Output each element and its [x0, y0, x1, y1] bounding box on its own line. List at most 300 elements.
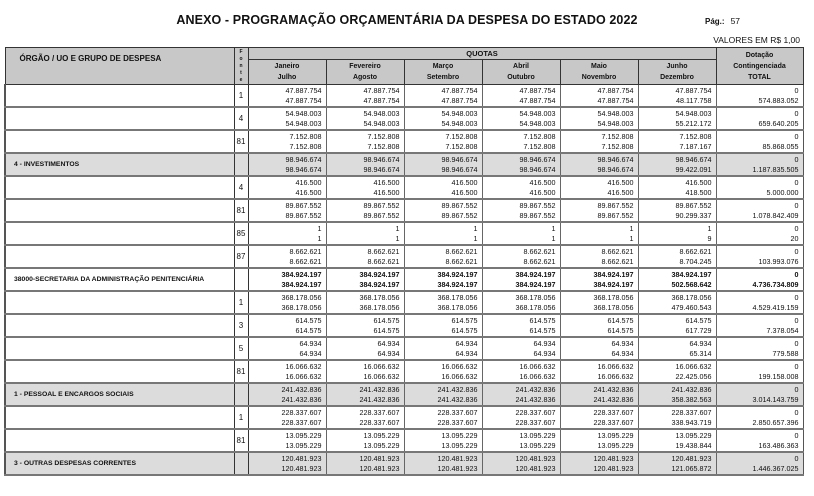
fonte-row	[5, 406, 803, 429]
value-bottom: 1	[473, 233, 478, 243]
value-top: 8.662.621	[679, 246, 712, 256]
quota-cell	[638, 429, 716, 452]
value-bottom: 54.948.003	[441, 118, 478, 128]
quota-cell	[404, 452, 482, 475]
fonte-row	[5, 176, 803, 199]
quota-cell	[326, 199, 404, 222]
value-top: 47.887.754	[675, 85, 712, 95]
value-bottom: 16.066.632	[363, 371, 400, 381]
value-top: 98.946.674	[285, 154, 322, 164]
value-top: 1	[395, 223, 400, 233]
section-row	[5, 268, 803, 291]
quota-cell	[638, 383, 716, 406]
value-bottom: 120.481.923	[281, 463, 322, 473]
value-top: 13.095.229	[285, 430, 322, 440]
report-title: ANEXO - PROGRAMAÇÃO ORÇAMENTÁRIA DA DESPESA DO ESTADO 2022	[176, 13, 638, 27]
value-top: 241.432.836	[671, 384, 712, 394]
fonte-code: 81	[234, 130, 248, 153]
value-top: 7.152.808	[445, 131, 478, 141]
fonte-letter: n	[239, 62, 243, 69]
fonte-code	[234, 268, 248, 291]
value-top: 13.095.229	[597, 430, 634, 440]
value-bottom: 64.934	[377, 348, 400, 358]
fonte-row	[5, 291, 803, 314]
quota-cell	[326, 314, 404, 337]
quota-cell	[404, 107, 482, 130]
fonte-code: 5	[234, 337, 248, 360]
fonte-letter: e	[239, 76, 243, 83]
value-bottom: 338.943.719	[671, 417, 712, 427]
value-bottom: 241.432.836	[593, 394, 634, 404]
value-bottom: 7.378.054	[766, 325, 799, 335]
month-bottom: Novembro	[581, 74, 617, 81]
value-top: 54.948.003	[285, 108, 322, 118]
quota-cell	[560, 406, 638, 429]
value-top: 98.946.674	[363, 154, 400, 164]
value-top: 1	[629, 223, 634, 233]
quota-cell	[404, 199, 482, 222]
value-bottom: 16.066.632	[285, 371, 322, 381]
fonte-letter: F	[239, 48, 243, 55]
quota-cell	[326, 130, 404, 153]
value-top: 13.095.229	[675, 430, 712, 440]
value-bottom: 368.178.056	[437, 302, 478, 312]
quota-cell	[482, 429, 560, 452]
quota-cell	[638, 245, 716, 268]
value-top: 384.924.197	[281, 269, 322, 279]
quota-cell	[248, 245, 326, 268]
value-bottom: 384.924.197	[437, 279, 478, 289]
month-bottom: Outubro	[507, 74, 535, 81]
value-bottom: 103.993.076	[758, 256, 799, 266]
quota-cell	[248, 199, 326, 222]
value-bottom: 64.934	[455, 348, 478, 358]
value-top: 228.337.607	[437, 407, 478, 417]
quota-cell	[248, 383, 326, 406]
value-bottom: 5.000.000	[766, 187, 799, 197]
value-bottom: 13.095.229	[363, 440, 400, 450]
value-top: 13.095.229	[519, 430, 556, 440]
value-top: 0	[794, 315, 799, 325]
value-bottom: 241.432.836	[515, 394, 556, 404]
quota-cell	[482, 406, 560, 429]
value-top: 0	[794, 292, 799, 302]
value-bottom: 384.924.197	[281, 279, 322, 289]
value-bottom: 64.934	[299, 348, 322, 358]
fonte-code	[234, 153, 248, 176]
value-bottom: 98.946.674	[363, 164, 400, 174]
value-top: 228.337.607	[281, 407, 322, 417]
value-top: 7.152.808	[679, 131, 712, 141]
value-top: 47.887.754	[519, 85, 556, 95]
dotacao-line: TOTAL	[748, 73, 771, 81]
value-bottom: 121.065.872	[671, 463, 712, 473]
group-row	[5, 452, 803, 475]
value-top: 0	[794, 177, 799, 187]
value-top: 89.867.552	[597, 200, 634, 210]
value-bottom: 64.934	[533, 348, 556, 358]
header-month	[248, 60, 326, 85]
quota-cell	[482, 452, 560, 475]
value-bottom: 54.948.003	[363, 118, 400, 128]
quota-cell	[404, 360, 482, 383]
value-bottom: 1	[551, 233, 556, 243]
value-bottom: 47.887.754	[285, 95, 322, 105]
value-top: 89.867.552	[441, 200, 478, 210]
quota-cell	[404, 85, 482, 108]
quota-cell	[560, 107, 638, 130]
quota-cell	[560, 360, 638, 383]
value-top: 614.575	[373, 315, 400, 325]
value-bottom: 98.946.674	[441, 164, 478, 174]
quota-cell	[248, 176, 326, 199]
fonte-row	[5, 130, 803, 153]
header-month	[560, 60, 638, 85]
value-top: 7.152.808	[367, 131, 400, 141]
value-top: 47.887.754	[363, 85, 400, 95]
dotacao-cell	[716, 406, 803, 429]
quota-cell	[326, 337, 404, 360]
value-top: 0	[794, 384, 799, 394]
value-bottom: 47.887.754	[519, 95, 556, 105]
value-top: 228.337.607	[671, 407, 712, 417]
fonte-code: 1	[234, 291, 248, 314]
quota-cell	[560, 176, 638, 199]
value-top: 16.066.632	[285, 361, 322, 371]
value-top: 416.500	[529, 177, 556, 187]
quota-cell	[482, 383, 560, 406]
value-bottom: 120.481.923	[437, 463, 478, 473]
month-bottom: Setembro	[426, 74, 460, 81]
value-top: 368.178.056	[437, 292, 478, 302]
value-bottom: 416.500	[607, 187, 634, 197]
quota-cell	[248, 107, 326, 130]
value-top: 0	[794, 269, 799, 279]
value-top: 64.934	[611, 338, 634, 348]
value-bottom: 7.152.808	[367, 141, 400, 151]
month-top: Janeiro	[274, 63, 300, 70]
value-top: 98.946.674	[597, 154, 634, 164]
value-top: 614.575	[451, 315, 478, 325]
value-top: 120.481.923	[437, 453, 478, 463]
value-top: 228.337.607	[515, 407, 556, 417]
row-label: 1 - PESSOAL E ENCARGOS SOCIAIS	[5, 383, 234, 406]
value-bottom: 98.946.674	[597, 164, 634, 174]
value-top: 368.178.056	[359, 292, 400, 302]
value-top: 89.867.552	[675, 200, 712, 210]
quota-cell	[326, 268, 404, 291]
value-bottom: 8.662.621	[601, 256, 634, 266]
quota-cell	[404, 176, 482, 199]
quota-cell	[248, 406, 326, 429]
quota-cell	[404, 153, 482, 176]
value-bottom: 228.337.607	[359, 417, 400, 427]
value-bottom: 7.152.808	[445, 141, 478, 151]
value-bottom: 13.095.229	[441, 440, 478, 450]
value-bottom: 89.867.552	[441, 210, 478, 220]
quota-cell	[326, 383, 404, 406]
quota-cell	[248, 85, 326, 108]
value-top: 0	[794, 361, 799, 371]
dotacao-cell	[716, 452, 803, 475]
quota-cell	[326, 176, 404, 199]
fonte-row	[5, 199, 803, 222]
row-label: 38000-SECRETARIA DA ADMINISTRAÇÃO PENITENCIÁRIA	[5, 268, 234, 291]
month-top: Junho	[666, 63, 688, 70]
value-top: 384.924.197	[359, 269, 400, 279]
quota-cell	[248, 291, 326, 314]
page-number: 57	[730, 16, 741, 26]
value-bottom: 1	[395, 233, 400, 243]
value-bottom: 384.924.197	[359, 279, 400, 289]
value-bottom: 416.500	[373, 187, 400, 197]
value-top: 13.095.229	[441, 430, 478, 440]
row-label	[5, 85, 234, 108]
fonte-row	[5, 222, 803, 245]
fonte-code	[234, 383, 248, 406]
value-bottom: 659.640.205	[758, 118, 799, 128]
value-top: 7.152.808	[601, 131, 634, 141]
row-label	[5, 199, 234, 222]
quota-cell	[248, 222, 326, 245]
value-bottom: 7.152.808	[601, 141, 634, 151]
value-top: 416.500	[607, 177, 634, 187]
quota-cell	[482, 291, 560, 314]
value-bottom: 1	[629, 233, 634, 243]
value-top: 0	[794, 246, 799, 256]
value-bottom: 85.868.055	[762, 141, 799, 151]
value-bottom: 617.729	[685, 325, 712, 335]
value-top: 16.066.632	[441, 361, 478, 371]
value-bottom: 98.946.674	[285, 164, 322, 174]
value-top: 98.946.674	[519, 154, 556, 164]
value-bottom: 20	[790, 233, 799, 243]
quota-cell	[326, 153, 404, 176]
value-bottom: 9	[707, 233, 712, 243]
value-bottom: 502.568.642	[671, 279, 712, 289]
row-label	[5, 222, 234, 245]
value-top: 1	[317, 223, 322, 233]
value-bottom: 13.095.229	[597, 440, 634, 450]
fonte-code: 1	[234, 85, 248, 108]
quota-cell	[560, 85, 638, 108]
dotacao-cell	[716, 85, 803, 108]
fonte-code: 4	[234, 107, 248, 130]
quota-cell	[560, 130, 638, 153]
value-bottom: 8.662.621	[523, 256, 556, 266]
quota-cell	[560, 245, 638, 268]
value-bottom: 47.887.754	[597, 95, 634, 105]
value-top: 0	[794, 85, 799, 95]
value-bottom: 241.432.836	[281, 394, 322, 404]
value-bottom: 241.432.836	[437, 394, 478, 404]
value-top: 64.934	[533, 338, 556, 348]
quota-cell	[248, 452, 326, 475]
value-bottom: 22.425.056	[675, 371, 712, 381]
quota-cell	[482, 245, 560, 268]
quota-cell	[326, 107, 404, 130]
value-top: 0	[794, 453, 799, 463]
row-label	[5, 130, 234, 153]
value-bottom: 13.095.229	[285, 440, 322, 450]
value-bottom: 779.588	[772, 348, 799, 358]
value-top: 120.481.923	[671, 453, 712, 463]
quota-cell	[248, 130, 326, 153]
value-bottom: 384.924.197	[593, 279, 634, 289]
quota-cell	[326, 222, 404, 245]
month-top: Fevereiro	[349, 63, 381, 70]
quota-cell	[482, 337, 560, 360]
quota-cell	[482, 153, 560, 176]
value-top: 54.948.003	[597, 108, 634, 118]
value-bottom: 47.887.754	[441, 95, 478, 105]
value-top: 368.178.056	[281, 292, 322, 302]
month-bottom: Agosto	[352, 74, 378, 81]
value-top: 0	[794, 338, 799, 348]
quota-cell	[482, 107, 560, 130]
value-top: 47.887.754	[441, 85, 478, 95]
page-label: Pág.:	[705, 17, 725, 26]
value-bottom: 89.867.552	[519, 210, 556, 220]
dotacao-cell	[716, 337, 803, 360]
value-bottom: 90.299.337	[675, 210, 712, 220]
value-bottom: 8.662.621	[367, 256, 400, 266]
value-top: 120.481.923	[593, 453, 634, 463]
value-bottom: 99.422.091	[675, 164, 712, 174]
quota-cell	[482, 360, 560, 383]
value-top: 241.432.836	[281, 384, 322, 394]
value-top: 98.946.674	[441, 154, 478, 164]
fonte-row	[5, 314, 803, 337]
dotacao-cell	[716, 107, 803, 130]
value-top: 98.946.674	[675, 154, 712, 164]
header-month	[638, 60, 716, 85]
quota-cell	[248, 153, 326, 176]
value-top: 228.337.607	[359, 407, 400, 417]
quota-cell	[404, 245, 482, 268]
value-bottom: 416.500	[529, 187, 556, 197]
value-top: 1	[473, 223, 478, 233]
value-bottom: 16.066.632	[441, 371, 478, 381]
quota-cell	[638, 314, 716, 337]
row-label: 3 - OUTRAS DESPESAS CORRENTES	[5, 452, 234, 475]
value-top: 614.575	[607, 315, 634, 325]
value-top: 16.066.632	[597, 361, 634, 371]
value-bottom: 8.662.621	[445, 256, 478, 266]
row-label	[5, 107, 234, 130]
budget-table	[4, 47, 804, 476]
value-top: 0	[794, 154, 799, 164]
value-bottom: 4.529.419.159	[752, 302, 799, 312]
value-bottom: 2.850.657.396	[752, 417, 799, 427]
row-label	[5, 337, 234, 360]
value-top: 47.887.754	[597, 85, 634, 95]
value-bottom: 98.946.674	[519, 164, 556, 174]
value-top: 0	[794, 200, 799, 210]
value-top: 614.575	[529, 315, 556, 325]
value-top: 16.066.632	[675, 361, 712, 371]
value-top: 7.152.808	[523, 131, 556, 141]
value-bottom: 89.867.552	[597, 210, 634, 220]
quota-cell	[404, 291, 482, 314]
value-bottom: 7.152.808	[289, 141, 322, 151]
dotacao-cell	[716, 245, 803, 268]
row-label	[5, 245, 234, 268]
value-bottom: 54.948.003	[285, 118, 322, 128]
quota-cell	[560, 429, 638, 452]
value-top: 54.948.003	[519, 108, 556, 118]
value-top: 0	[794, 430, 799, 440]
quota-cell	[404, 130, 482, 153]
value-top: 416.500	[451, 177, 478, 187]
value-top: 241.432.836	[593, 384, 634, 394]
quota-cell	[560, 268, 638, 291]
quota-cell	[638, 176, 716, 199]
row-label	[5, 176, 234, 199]
row-label	[5, 314, 234, 337]
dotacao-cell	[716, 176, 803, 199]
value-bottom: 416.500	[295, 187, 322, 197]
value-top: 0	[794, 223, 799, 233]
value-top: 0	[794, 407, 799, 417]
row-label	[5, 406, 234, 429]
quota-cell	[248, 268, 326, 291]
quota-cell	[482, 199, 560, 222]
quota-cell	[248, 360, 326, 383]
value-bottom: 1	[317, 233, 322, 243]
page-indicator	[705, 16, 740, 26]
quota-cell	[638, 337, 716, 360]
value-top: 384.924.197	[437, 269, 478, 279]
value-bottom: 16.066.632	[597, 371, 634, 381]
quota-cell	[404, 383, 482, 406]
quota-cell	[482, 130, 560, 153]
value-top: 228.337.607	[593, 407, 634, 417]
group-row	[5, 383, 803, 406]
fonte-row	[5, 85, 803, 108]
value-bottom: 574.883.052	[758, 95, 799, 105]
quota-cell	[638, 107, 716, 130]
dotacao-cell	[716, 383, 803, 406]
value-bottom: 228.337.607	[593, 417, 634, 427]
month-bottom: Julho	[277, 74, 297, 81]
quota-cell	[326, 85, 404, 108]
value-top: 416.500	[373, 177, 400, 187]
dotacao-cell	[716, 429, 803, 452]
fonte-row	[5, 429, 803, 452]
value-top: 368.178.056	[671, 292, 712, 302]
quota-cell	[560, 337, 638, 360]
quota-cell	[326, 429, 404, 452]
value-top: 89.867.552	[519, 200, 556, 210]
value-bottom: 54.948.003	[519, 118, 556, 128]
value-bottom: 614.575	[295, 325, 322, 335]
value-bottom: 65.314	[689, 348, 712, 358]
fonte-letter: t	[240, 69, 242, 76]
value-top: 241.432.836	[437, 384, 478, 394]
fonte-row	[5, 107, 803, 130]
month-top: Maio	[591, 63, 607, 70]
value-top: 384.924.197	[515, 269, 556, 279]
value-bottom: 614.575	[373, 325, 400, 335]
value-bottom: 89.867.552	[363, 210, 400, 220]
quota-cell	[404, 268, 482, 291]
value-bottom: 55.212.172	[675, 118, 712, 128]
quota-cell	[638, 360, 716, 383]
fonte-row	[5, 337, 803, 360]
value-bottom: 3.014.143.759	[752, 394, 799, 404]
fonte-code: 4	[234, 176, 248, 199]
